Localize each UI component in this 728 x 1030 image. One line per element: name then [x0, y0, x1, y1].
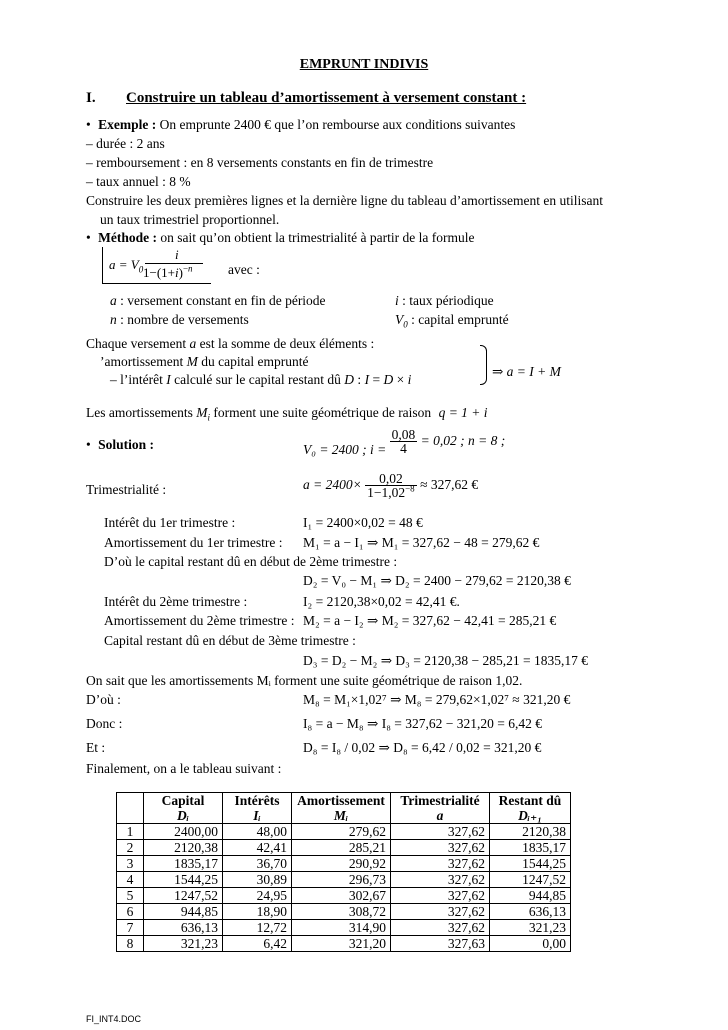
final-1-label: D’où :	[86, 692, 121, 707]
section-title: Construire un tableau d’amortissement à versement constant :	[126, 90, 527, 106]
table-cell: 6,42	[223, 936, 292, 952]
table-header-row	[117, 793, 571, 824]
step-2-label: Amortissement du 1er trimestre :	[104, 535, 283, 550]
methode-label: Méthode :	[98, 230, 157, 245]
bullet-icon: •	[86, 117, 91, 132]
table-cell: 1247,52	[144, 888, 223, 904]
condition-remboursement: – remboursement : en 8 versements constants en fin de trimestre	[86, 155, 434, 170]
solution-label: • Solution :	[86, 437, 155, 452]
exemple-label: Exemple :	[98, 117, 157, 132]
suite-formula: q = 1 + i	[438, 405, 488, 420]
table-row	[117, 920, 571, 936]
table-cell: 0,00	[490, 936, 571, 952]
exemple-text: On emprunte 2400 € que l’on rembourse aux conditions suivantes	[159, 117, 516, 132]
step-5-label: Amortissement du 2ème trimestre :	[104, 613, 295, 628]
final-1-formula: M₈ = M₁×1,02⁷ ⇒ M₈ = 279,62×1,02⁷ ≈ 321,20 €	[303, 692, 571, 707]
table-cell: 944,85	[490, 888, 571, 904]
step-1-label: Intérêt du 1er trimestre :	[104, 515, 236, 530]
table-cell: 327,62	[391, 888, 490, 904]
condition-duree: – durée : 2 ans	[86, 136, 165, 151]
table-row	[117, 872, 571, 888]
finalement-line: Finalement, on a le tableau suivant :	[86, 761, 282, 776]
row-index: 6	[117, 904, 144, 920]
page-title: EMPRUNT INDIVIS	[299, 57, 429, 72]
table-cell: 327,62	[391, 856, 490, 872]
instruction-line-1: Construire les deux premières lignes et la dernière ligne du tableau d’amortissement en utilisant	[86, 193, 603, 208]
table-cell: 314,90	[292, 920, 391, 936]
table-cell: 1544,25	[490, 856, 571, 872]
table-cell: 321,23	[144, 936, 223, 952]
table-cell: 2120,38	[144, 840, 223, 856]
trimestrialite-formula: a = 2400× $\frac{0,02}{1-1,02^{-8}}$ ≈ 327,62 €	[303, 471, 479, 500]
header-interets: Intérêts Iᵢ	[223, 793, 292, 824]
step-6-label: Capital restant dû en début de 3ème trimestre :	[104, 633, 356, 648]
methode-text: on sait qu’on obtient la trimestrialité à partir de la formule	[160, 230, 475, 245]
row-index: 2	[117, 840, 144, 856]
amortization-table	[116, 792, 571, 952]
table-cell: 1835,17	[144, 856, 223, 872]
def-v0: $V_0$ : capital emprunté	[395, 312, 509, 330]
table-cell: 327,62	[391, 840, 490, 856]
instruction-line-2: un taux trimestriel proportionnel.	[100, 212, 280, 227]
table-cell: 290,92	[292, 856, 391, 872]
final-3-label: Et :	[86, 740, 106, 755]
table-cell: 30,89	[223, 872, 292, 888]
table-cell: 636,13	[144, 920, 223, 936]
step-2-formula: M₁ = a − I₁ ⇒ M₁ = 327,62 − 48 = 279,62 €	[303, 535, 540, 550]
onsait-line: On sait que les amortissements Mᵢ forment une suite géométrique de raison 1,02.	[86, 673, 523, 688]
table-cell: 302,67	[292, 888, 391, 904]
solution-formula: V₀ = 2400 ; i = $\frac{0,08}{4}$ = 0,02 ; n = 8 ;	[303, 427, 506, 458]
table-cell: 1835,17	[490, 840, 571, 856]
table-cell: 321,20	[292, 936, 391, 952]
step-6-formula: D₃ = D₂ − M₂ ⇒ D₃ = 2120,38 − 285,21 = 1835,17 €	[303, 653, 588, 668]
final-2-formula: I₈ = a − M₈ ⇒ I₈ = 327,62 − 321,20 = 6,42 €	[303, 716, 542, 731]
brace-icon	[480, 345, 487, 385]
header-capital: Capital Dᵢ	[144, 793, 223, 824]
def-n: n : nombre de versements	[110, 312, 249, 327]
table-cell: 321,23	[490, 920, 571, 936]
exemple-line	[86, 117, 515, 133]
table-cell: 279,62	[292, 824, 391, 840]
row-index: 7	[117, 920, 144, 936]
table-row	[117, 936, 571, 952]
step-3-formula: D₂ = V₀ − M₁ ⇒ D₂ = 2400 − 279,62 = 2120,38 €	[303, 573, 571, 588]
table-cell: 2400,00	[144, 824, 223, 840]
table-cell: 636,13	[490, 904, 571, 920]
table-cell: 42,41	[223, 840, 292, 856]
final-2-label: Donc :	[86, 716, 123, 731]
def-a: a : versement constant en fin de période	[110, 293, 326, 308]
table-cell: 327,62	[391, 904, 490, 920]
table-cell: 36,70	[223, 856, 292, 872]
condition-taux: – taux annuel : 8 %	[86, 174, 191, 189]
table-row	[117, 888, 571, 904]
header-amortissement: Amortissement Mᵢ	[292, 793, 391, 824]
step-4-formula: I₂ = 2120,38×0,02 = 42,41 €.	[303, 594, 460, 609]
table-cell: 327,63	[391, 936, 490, 952]
row-index: 5	[117, 888, 144, 904]
table-row	[117, 856, 571, 872]
chaque-line: Chaque versement a est la somme de deux éléments :	[86, 336, 375, 351]
header-restant-du: Restant dû Dᵢ₊₁	[490, 793, 571, 824]
trimestrialite-label: Trimestrialité :	[86, 482, 167, 497]
step-4-label: Intérêt du 2ème trimestre :	[104, 594, 248, 609]
chaque-result: ⇒ a = I + M	[492, 364, 561, 379]
table-cell: 944,85	[144, 904, 223, 920]
section-heading	[86, 90, 527, 106]
table-cell: 18,90	[223, 904, 292, 920]
row-index: 4	[117, 872, 144, 888]
table-cell: 285,21	[292, 840, 391, 856]
bullet-icon: •	[86, 230, 91, 245]
table-cell: 12,72	[223, 920, 292, 936]
formula-box: $a = V_0$ i $1-(1+i)^{-n}$	[102, 247, 211, 284]
table-row	[117, 840, 571, 856]
header-trimestrialite: Trimestrialité a	[391, 793, 490, 824]
section-number: I.	[86, 90, 96, 106]
table-cell: 24,95	[223, 888, 292, 904]
table-cell: 1544,25	[144, 872, 223, 888]
interet-line: – l’intérêt I calculé sur le capital restant dû D : I = D × i	[110, 372, 412, 387]
row-index: 8	[117, 936, 144, 952]
suite-line: Les amortissements $M_i$ forment une suite géométrique de raison q = 1 + i	[86, 405, 488, 423]
def-i: i : taux périodique	[395, 293, 494, 308]
final-3-formula: D₈ = I₈ / 0,02 ⇒ D₈ = 6,42 / 0,02 = 321,20 €	[303, 740, 542, 755]
step-3-label: D’où le capital restant dû en début de 2ème trimestre :	[104, 554, 398, 569]
table-cell: 296,73	[292, 872, 391, 888]
table-row	[117, 904, 571, 920]
step-1-formula: I₁ = 2400×0,02 = 48 €	[303, 515, 423, 530]
table-row	[117, 824, 571, 840]
step-5-formula: M₂ = a − I₂ ⇒ M₂ = 327,62 − 42,41 = 285,21 €	[303, 613, 557, 628]
table-cell: 327,62	[391, 920, 490, 936]
table-cell: 2120,38	[490, 824, 571, 840]
row-index: 3	[117, 856, 144, 872]
bullet-icon: •	[86, 437, 91, 452]
footer-filename: FI_INT4.DOC	[86, 1014, 142, 1024]
methode-line	[86, 230, 475, 246]
table-cell: 308,72	[292, 904, 391, 920]
table-cell: 48,00	[223, 824, 292, 840]
row-index: 1	[117, 824, 144, 840]
table-cell: 1247,52	[490, 872, 571, 888]
table-cell: 327,62	[391, 872, 490, 888]
amortissement-line: ’amortissement M du capital emprunté	[100, 354, 309, 369]
avec-label: avec :	[228, 262, 260, 277]
table-cell: 327,62	[391, 824, 490, 840]
